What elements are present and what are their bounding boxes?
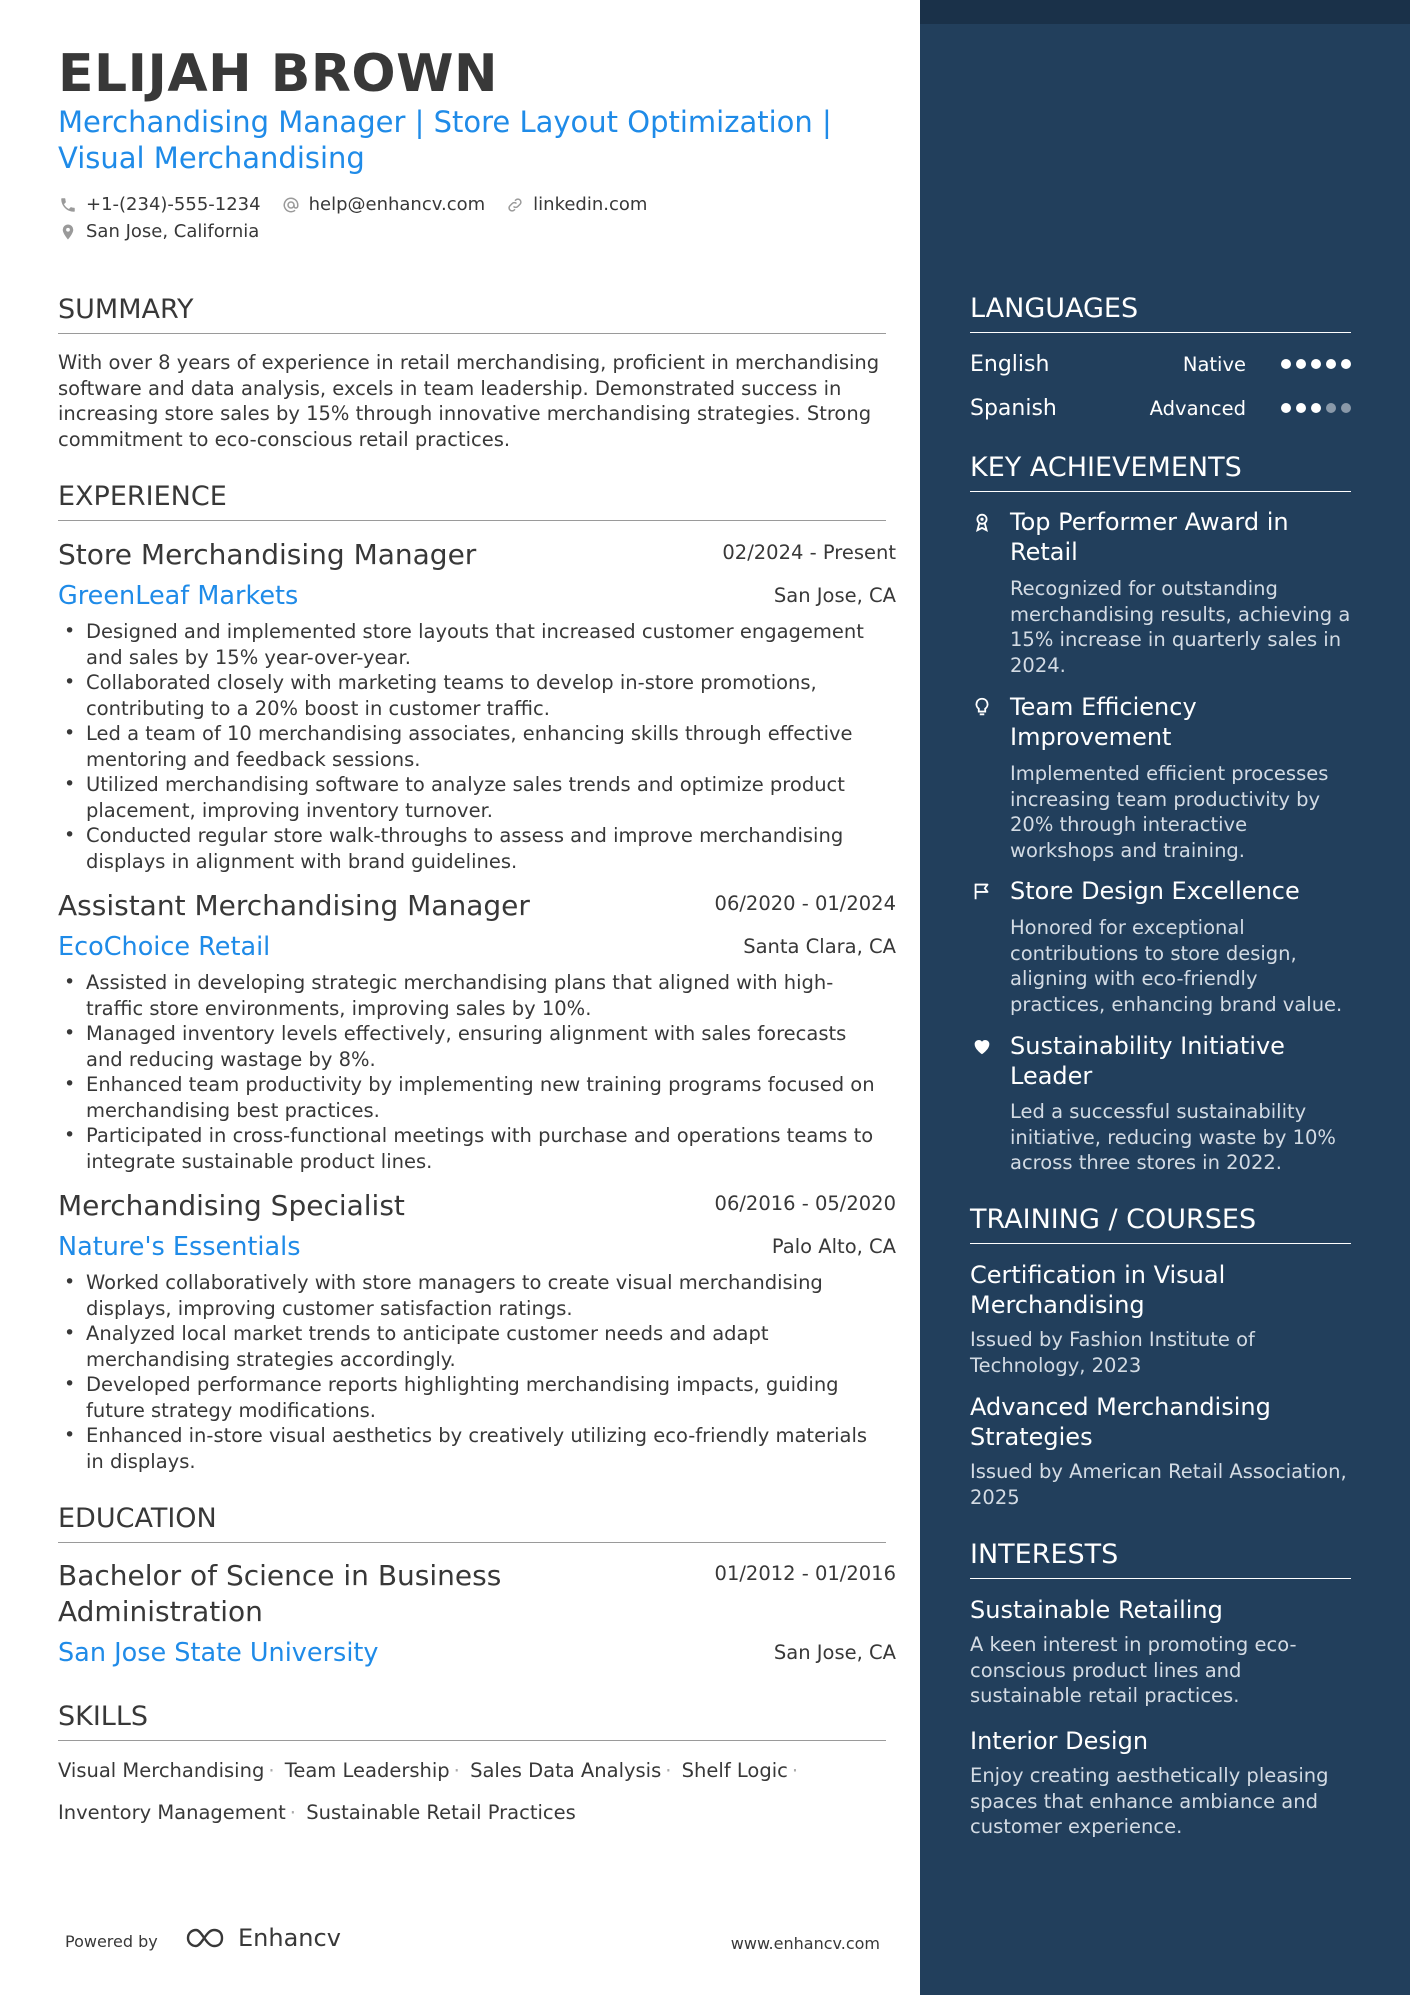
headline <box>58 104 838 176</box>
skill-tag: Inventory Management <box>58 1801 286 1824</box>
language-level: Native <box>1182 352 1246 376</box>
enhancv-logo-icon <box>184 1924 232 1952</box>
proficiency-dot <box>1311 403 1321 413</box>
proficiency-dot <box>1281 403 1291 413</box>
interest-title: Sustainable Retailing <box>970 1596 1223 1624</box>
job-bullet: • Collaborated closely with marketing teams to develop in-store promotions, contributing to a 20% boost in customer traffic. <box>58 670 888 721</box>
powered-by-label: Powered by <box>65 1932 158 1951</box>
at-icon <box>281 195 301 215</box>
location-contact <box>58 221 259 242</box>
education-heading: EDUCATION <box>58 1503 886 1543</box>
education-degree: Bachelor of Science in Business Administration <box>58 1559 502 1628</box>
skill-tag: Sales Data Analysis <box>470 1759 662 1782</box>
proficiency-dot <box>1341 359 1351 369</box>
contact-row-2 <box>58 221 279 242</box>
phone-contact <box>58 194 261 215</box>
heart-icon <box>970 1034 994 1058</box>
email-text[interactable]: help@enhancv.com <box>308 194 486 215</box>
skill-tag: Visual Merchandising <box>58 1759 265 1782</box>
sidebar <box>920 0 1410 1995</box>
phone-text[interactable]: +1-(234)-555-1234 <box>86 194 261 215</box>
job-bullet: • Designed and implemented store layouts that increased customer engagement and sales by 15% year-over-year. <box>58 619 888 670</box>
interest-desc: A keen interest in promoting eco-conscious product lines and sustainable retail practices. <box>970 1633 1297 1707</box>
training-desc: Issued by American Retail Association, 2025 <box>970 1460 1347 1509</box>
proficiency-dot <box>1281 359 1291 369</box>
lightbulb-icon <box>970 695 994 719</box>
education-dates: 01/2012 - 01/2016 <box>714 1562 896 1585</box>
proficiency-dot <box>1296 359 1306 369</box>
training-title: Certification in Visual Merchandising <box>970 1261 1226 1319</box>
achievement-desc: Led a successful sustainability initiative, reducing waste by 10% across three stores in 2022. <box>1010 1100 1336 1174</box>
achievement-title: Team Efficiency Improvement <box>1010 693 1197 751</box>
proficiency-dot <box>1311 359 1321 369</box>
skills-heading: SKILLS <box>58 1701 886 1741</box>
proficiency-dot <box>1326 359 1336 369</box>
candidate-name: ELIJAH BROWN <box>58 44 498 104</box>
interest-desc: Enjoy creating aesthetically pleasing spaces that enhance ambiance and customer experience. <box>970 1764 1329 1838</box>
training-heading: TRAINING / COURSES <box>970 1204 1351 1244</box>
language-name: Spanish <box>970 395 1057 421</box>
job-bullet: • Developed performance reports highlighting merchandising impacts, guiding future strategy modifications. <box>58 1372 888 1423</box>
achievement-desc: Implemented efficient processes increasing team productivity by 20% through interactive workshops and training. <box>1010 762 1329 862</box>
footer-url[interactable]: www.enhancv.com <box>730 1934 880 1953</box>
job-bullets <box>58 619 888 874</box>
job-bullets <box>58 970 888 1174</box>
training-desc: Issued by Fashion Institute of Technology, 2023 <box>970 1328 1255 1377</box>
summary-text: With over 8 years of experience in retail merchandising, proficient in merchandising software and data analysis, excels in team leadership. Demonstrated success in increasing store sales by 15% through innovative merchandising strategies. Strong commitment to eco-conscious retail practices. <box>58 351 880 451</box>
job-dates: 06/2020 - 01/2024 <box>714 892 896 915</box>
job-bullets <box>58 1270 888 1474</box>
achievement-title: Store Design Excellence <box>1010 877 1300 905</box>
language-row <box>970 393 1351 423</box>
achievement-desc: Honored for exceptional contributions to store design, aligning with eco-friendly practices, enhancing brand value. <box>1010 916 1343 1016</box>
job-title: Assistant Merchandising Manager <box>58 889 530 922</box>
job-bullet: • Assisted in developing strategic merchandising plans that aligned with high-traffic store environments, improving sales by 10%. <box>58 970 888 1021</box>
job-bullet: • Utilized merchandising software to analyze sales trends and optimize product placement, improving inventory turnover. <box>58 772 888 823</box>
job-bullet: • Worked collaboratively with store managers to create visual merchandising displays, improving customer satisfaction ratings. <box>58 1270 888 1321</box>
job-bullet: • Led a team of 10 merchandising associates, enhancing skills through effective mentoring and feedback sessions. <box>58 721 888 772</box>
job-bullet: • Participated in cross-functional meetings with purchase and operations teams to integrate sustainable product lines. <box>58 1123 888 1174</box>
language-level: Advanced <box>1149 396 1246 420</box>
job-bullet: • Conducted regular store walk-throughs to assess and improve merchandising displays in alignment with brand guidelines. <box>58 823 888 874</box>
linkedin-contact <box>505 194 647 215</box>
contact-row-1 <box>58 194 667 215</box>
interests-heading: INTERESTS <box>970 1539 1351 1579</box>
language-name: English <box>970 351 1050 377</box>
job-bullet: • Analyzed local market trends to anticipate customer needs and adapt merchandising strategies accordingly. <box>58 1321 888 1372</box>
job-title: Merchandising Specialist <box>58 1189 405 1222</box>
phone-icon <box>58 195 78 215</box>
proficiency-dot <box>1296 403 1306 413</box>
enhancv-brand: Enhancv <box>238 1924 341 1952</box>
proficiency-dot <box>1326 403 1336 413</box>
skill-tag: Shelf Logic <box>681 1759 788 1782</box>
job-dates: 06/2016 - 05/2020 <box>714 1192 896 1215</box>
job-bullet: • Enhanced in-store visual aesthetics by creatively utilizing eco-friendly materials in displays. <box>58 1423 888 1474</box>
interest-title: Interior Design <box>970 1727 1149 1755</box>
job-title: Store Merchandising Manager <box>58 538 477 571</box>
job-location: San Jose, CA <box>773 584 896 607</box>
location-text: San Jose, California <box>86 221 260 242</box>
achievement-title: Sustainability Initiative Leader <box>1010 1032 1285 1090</box>
headline-line-1: Merchandising Manager | Store Layout Optimization | <box>58 105 832 139</box>
award-icon <box>970 510 994 534</box>
training-title: Advanced Merchandising Strategies <box>970 1393 1271 1451</box>
enhancv-logo[interactable] <box>184 1924 341 1952</box>
achievement-title: Top Performer Award in Retail <box>1010 508 1289 566</box>
language-row <box>970 349 1351 379</box>
job-company: Nature's Essentials <box>58 1232 301 1262</box>
job-location: Palo Alto, CA <box>771 1235 896 1258</box>
link-icon <box>505 195 525 215</box>
job-location: Santa Clara, CA <box>743 935 896 958</box>
sidebar-top-bar <box>920 0 1410 24</box>
languages-heading: LANGUAGES <box>970 293 1351 333</box>
skill-tag: Team Leadership <box>284 1759 450 1782</box>
education-location: San Jose, CA <box>773 1641 896 1664</box>
skill-tag: Sustainable Retail Practices <box>306 1801 576 1824</box>
headline-line-2: Visual Merchandising <box>58 141 365 175</box>
language-proficiency-dots <box>1276 403 1351 413</box>
linkedin-text[interactable]: linkedin.com <box>533 194 648 215</box>
job-company: GreenLeaf Markets <box>58 581 299 611</box>
proficiency-dot <box>1341 403 1351 413</box>
achievements-heading: KEY ACHIEVEMENTS <box>970 452 1351 492</box>
job-bullet: • Enhanced team productivity by implementing new training programs focused on merchandising best practices. <box>58 1072 888 1123</box>
job-company: EcoChoice Retail <box>58 932 271 962</box>
job-dates: 02/2024 - Present <box>722 541 896 564</box>
job-bullet: • Managed inventory levels effectively, ensuring alignment with sales forecasts and reducing wastage by 8%. <box>58 1021 888 1072</box>
skills-list: Visual Merchandising · Team Leadership · Sales Data Analysis · Shelf Logic · Inventory Management · Sustainable Retail Practices <box>58 1759 799 1824</box>
summary-heading: SUMMARY <box>58 294 886 334</box>
email-contact <box>281 194 486 215</box>
location-pin-icon <box>58 222 78 242</box>
achievement-desc: Recognized for outstanding merchandising results, achieving a 15% increase in quarterly sales in 2024. <box>1010 577 1351 677</box>
education-school: San Jose State University <box>58 1638 379 1668</box>
language-proficiency-dots <box>1276 359 1351 369</box>
flag-icon <box>970 879 994 903</box>
experience-heading: EXPERIENCE <box>58 481 886 521</box>
